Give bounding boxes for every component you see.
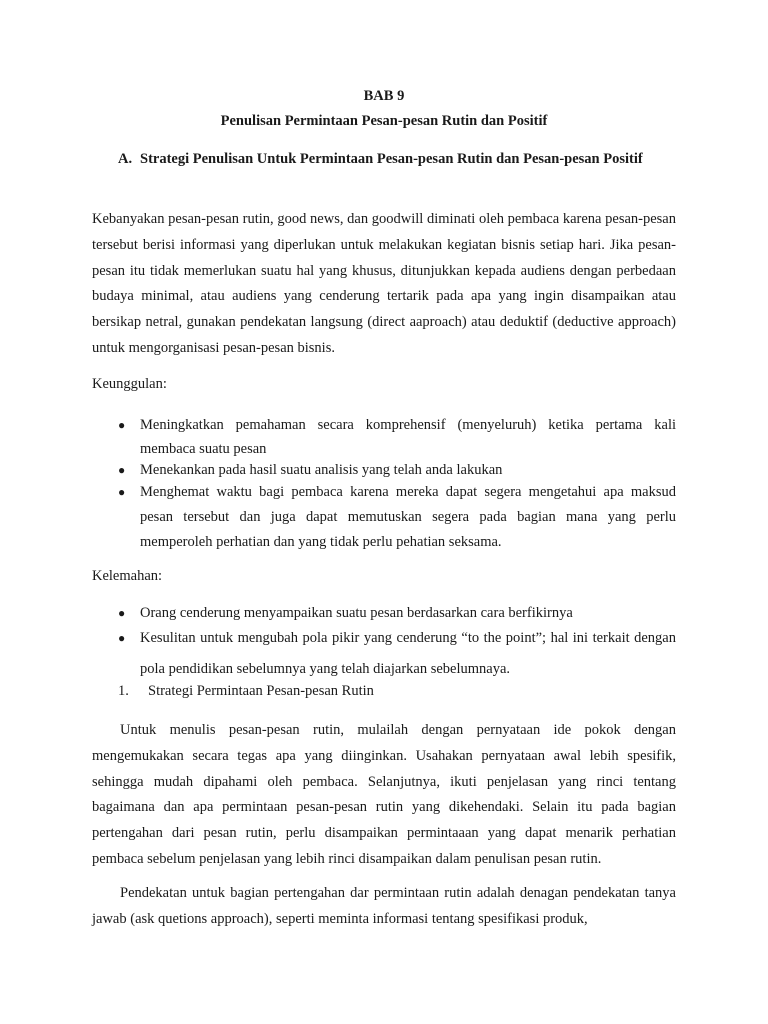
page-title: Penulisan Permintaan Pesan-pesan Rutin dan Positif bbox=[220, 113, 548, 129]
list-item-text: Kesulitan untuk mengubah pola pikir yang cenderung “to the point”; hal ini terkait dengan pola pendidikan sebelumnya yang telah diajarkan sebelumnaya. bbox=[140, 630, 676, 677]
list-item-text: Menekankan pada hasil suatu analisis yang telah anda lakukan bbox=[140, 462, 503, 478]
list-item-text: Meningkatkan pemahaman secara komprehensif (menyeluruh) ketika pertama kali membaca suatu pesan bbox=[140, 417, 676, 457]
bullet-icon: ● bbox=[118, 631, 126, 645]
list-item bbox=[92, 603, 676, 623]
chapter-label: BAB 9 bbox=[363, 88, 405, 104]
list-item bbox=[92, 623, 676, 685]
list-item-text: Orang cenderung menyampaikan suatu pesan berdasarkan cara berfikirnya bbox=[140, 605, 573, 621]
weaknesses-list bbox=[92, 603, 676, 685]
body-paragraph-2: Pendekatan untuk bagian pertengahan dar permintaan rutin adalah denagan pendekatan tanya jawab (ask quetions approach), seperti meminta informasi tentang spesifikasi produk, bbox=[92, 885, 676, 927]
advantages-label: Keunggulan: bbox=[92, 376, 167, 392]
subsection-1-heading bbox=[118, 683, 374, 700]
subsection-number: 1. bbox=[118, 683, 129, 699]
intro-paragraph: Kebanyakan pesan-pesan rutin, good news, dan goodwill diminati oleh pembaca karena pesan-pesan tersebut berisi informasi yang diperlukan untuk melakukan kegiatan bisnis setiap hari. Jika pesan-pesan itu tidak memerlukan suatu hal yang khusus, ditunjukkan kepada audiens dengan perbedaan budaya minimal, atau audiens yang cenderung tertarik pada apa yang ingin disampaikan atau bersikap netral, gunakan pendekatan langsung (direct aaproach) atau deduktif (deductive approach) untuk mengorganisasi pesan-pesan bisnis. bbox=[92, 211, 676, 356]
subsection-title: Strategi Permintaan Pesan-pesan Rutin bbox=[148, 683, 374, 699]
section-a-title: Strategi Penulisan Untuk Permintaan Pesan-pesan Rutin dan Pesan-pesan Positif bbox=[140, 151, 643, 167]
bullet-icon: ● bbox=[118, 606, 126, 620]
list-item-text: Menghemat waktu bagi pembaca karena mereka dapat segera mengetahui apa maksud pesan tersebut dan juga dapat memutuskan segera pada bagian mana yang perlu memperoleh perhatian dan yang tidak perlu pehatian seksama. bbox=[140, 484, 676, 550]
section-a-heading bbox=[118, 146, 676, 172]
advantages-list bbox=[92, 413, 676, 555]
bullet-icon: ● bbox=[118, 418, 126, 432]
list-item bbox=[92, 413, 676, 461]
section-a-letter: A. bbox=[118, 151, 133, 167]
list-item bbox=[92, 461, 676, 480]
bullet-icon: ● bbox=[118, 463, 126, 477]
body-paragraph-1: Untuk menulis pesan-pesan rutin, mulailah dengan pernyataan ide pokok dengan mengemukakan secara tegas apa yang diinginkan. Usahakan pernyataan awal lebih spesifik, sehingga mudah dipahami oleh pembaca. Selanjutnya, ikuti penjelasan yang rinci tentang bagaimana dan apa permintaan pesan-pesan rutin yang dikehendaki. Selain itu pada bagian pertengahan dari pesan rutin, perlu disampaikan permintaaan yang dapat menarik perhatian pembaca sebelum penjelasan yang lebih rinci disampaikan dalam penulisan pesan rutin. bbox=[92, 722, 676, 867]
list-item bbox=[92, 480, 676, 555]
weaknesses-label: Kelemahan: bbox=[92, 568, 163, 584]
bullet-icon: ● bbox=[118, 485, 126, 499]
